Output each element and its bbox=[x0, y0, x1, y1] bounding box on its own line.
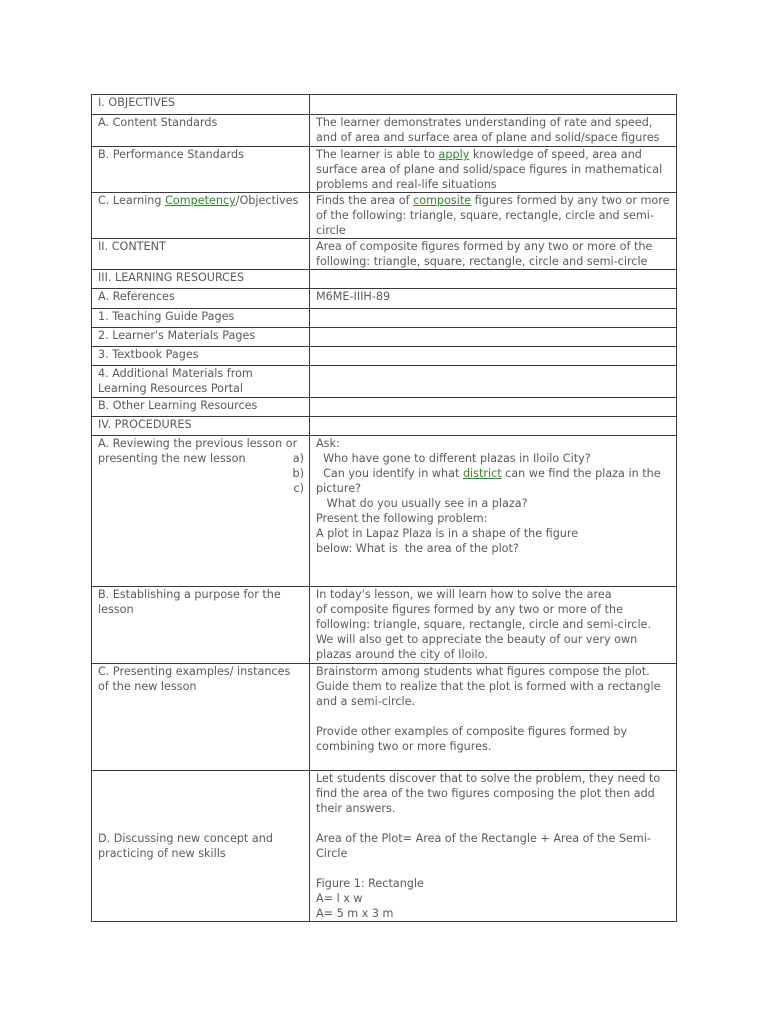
problem-line-1: A plot in Lapaz Plaza is in a shape of the figure bbox=[316, 527, 579, 540]
procedure-b-label-line-1: B. Establishing a purpose for the bbox=[98, 588, 281, 601]
learners-materials-label: 2. Learner's Materials Pages bbox=[92, 328, 310, 347]
procedure-d-line-2: find the area of the two figures composing the plot then add bbox=[316, 787, 655, 800]
teaching-guide-label: 1. Teaching Guide Pages bbox=[92, 309, 310, 328]
objectives-header-row bbox=[92, 95, 677, 115]
additional-line-1: 4. Additional Materials from bbox=[98, 367, 253, 380]
competency-row bbox=[92, 193, 677, 239]
additional-materials-row bbox=[92, 366, 677, 398]
competency-label-post: /Objectives bbox=[235, 194, 299, 207]
procedure-a-label-line-1: A. Reviewing the previous lesson or bbox=[98, 437, 298, 450]
question-2-post: can we find the plaza in the bbox=[501, 467, 661, 480]
additional-materials-blank bbox=[310, 366, 677, 398]
content-standards-line-1: The learner demonstrates understanding of rate and speed, bbox=[316, 116, 653, 129]
question-1: Who have gone to different plazas in Iloilo City? bbox=[316, 452, 591, 465]
textbook-blank bbox=[310, 347, 677, 366]
procedure-a-row bbox=[92, 436, 677, 587]
resources-header-row bbox=[92, 270, 677, 289]
procedure-b-line-5: plazas around the city of Iloilo. bbox=[316, 648, 488, 661]
references-value: M6ME-IIIH-89 bbox=[310, 289, 677, 309]
procedure-a-label bbox=[92, 436, 310, 587]
textbook-row bbox=[92, 347, 677, 366]
content-standards-label: A. Content Standards bbox=[92, 115, 310, 147]
procedure-b-label bbox=[92, 587, 310, 664]
content-row bbox=[92, 239, 677, 270]
procedure-d-row bbox=[92, 771, 677, 922]
performance-standards-label: B. Performance Standards bbox=[92, 147, 310, 193]
procedure-a-label-line-2-wrap bbox=[98, 451, 304, 466]
procedure-c-line-3: and a semi-circle. bbox=[316, 695, 416, 708]
procedure-b-label-line-2: lesson bbox=[98, 603, 134, 616]
performance-text-post: knowledge of speed, area and surface area of plane and solid/space figures in mathematical problems and real-life situations bbox=[316, 148, 663, 191]
objectives-header: I. OBJECTIVES bbox=[92, 95, 310, 115]
content-line-2: following: triangle, square, rectangle, circle and semi-circle bbox=[316, 255, 648, 268]
content-standards-row bbox=[92, 115, 677, 147]
procedure-d-value bbox=[310, 771, 677, 922]
learners-materials-blank bbox=[310, 328, 677, 347]
procedure-c-line-4: Provide other examples of composite figures formed by bbox=[316, 725, 628, 738]
procedure-d-label-line-2: practicing of new skills bbox=[98, 847, 226, 860]
procedure-a-value bbox=[310, 436, 677, 587]
present-problem: Present the following problem: bbox=[316, 512, 488, 525]
competency-value bbox=[310, 193, 677, 239]
teaching-guide-row bbox=[92, 309, 677, 328]
competency-text-post: figures formed by any two or more of the following: triangle, square, rectangle, circle and semi-circle bbox=[316, 194, 670, 237]
other-resources-blank bbox=[310, 398, 677, 417]
procedure-d-label bbox=[92, 771, 310, 922]
references-label: A. References bbox=[92, 289, 310, 309]
composite-link[interactable]: composite bbox=[413, 194, 472, 207]
procedure-c-row bbox=[92, 664, 677, 771]
procedure-c-line-5: combining two or more figures. bbox=[316, 740, 492, 753]
procedure-c-line-1: Brainstorm among students what figures compose the plot. bbox=[316, 665, 650, 678]
procedure-c-label bbox=[92, 664, 310, 771]
procedure-d-line-6: Figure 1: Rectangle bbox=[316, 877, 424, 890]
competency-link[interactable]: Competency bbox=[165, 194, 236, 207]
performance-standards-row bbox=[92, 147, 677, 193]
learners-materials-row bbox=[92, 328, 677, 347]
other-resources-label: B. Other Learning Resources bbox=[92, 398, 310, 417]
question-2-pre: Can you identify in what bbox=[316, 467, 463, 480]
district-link[interactable]: district bbox=[462, 467, 502, 480]
procedure-c-label-line-1: C. Presenting examples/ instances bbox=[98, 665, 291, 678]
question-3: What do you usually see in a plaza? bbox=[316, 497, 528, 510]
competency-label-pre: C. Learning bbox=[98, 194, 166, 207]
ask-label: Ask: bbox=[316, 437, 340, 450]
problem-line-2: below: What is the area of the plot? bbox=[316, 542, 519, 555]
procedure-b-line-4: We will also get to appreciate the beauty of our very own bbox=[316, 633, 638, 646]
marker-b: b) bbox=[292, 467, 304, 480]
procedure-d-label-line-1: D. Discussing new concept and bbox=[98, 832, 273, 845]
procedure-d-line-3: their answers. bbox=[316, 802, 396, 815]
performance-text-pre: The learner is able to bbox=[316, 148, 439, 161]
references-row bbox=[92, 289, 677, 309]
procedure-c-value bbox=[310, 664, 677, 771]
procedure-d-line-5: Circle bbox=[316, 847, 348, 860]
procedures-header-blank bbox=[310, 417, 677, 436]
additional-line-2: Learning Resources Portal bbox=[98, 382, 243, 395]
content-value bbox=[310, 239, 677, 270]
other-resources-row bbox=[92, 398, 677, 417]
performance-standards-value bbox=[310, 147, 677, 193]
competency-text-pre: Finds the area of bbox=[316, 194, 414, 207]
procedure-b-line-2: of composite figures formed by any two or more of the bbox=[316, 603, 623, 616]
procedure-a-label-line-2: presenting the new lesson bbox=[98, 452, 246, 465]
resources-header: III. LEARNING RESOURCES bbox=[92, 270, 310, 289]
textbook-label: 3. Textbook Pages bbox=[92, 347, 310, 366]
procedure-d-line-4: Area of the Plot= Area of the Rectangle + Area of the Semi- bbox=[316, 832, 651, 845]
competency-label bbox=[92, 193, 310, 239]
procedures-header: IV. PROCEDURES bbox=[92, 417, 310, 436]
lesson-plan-table bbox=[91, 94, 677, 922]
content-line-1: Area of composite figures formed by any two or more of the bbox=[316, 240, 653, 253]
procedure-d-line-8: A= 5 m x 3 m bbox=[316, 907, 394, 920]
marker-c: c) bbox=[293, 482, 304, 495]
procedure-d-line-7: A= l x w bbox=[316, 892, 363, 905]
content-label: II. CONTENT bbox=[92, 239, 310, 270]
teaching-guide-blank bbox=[310, 309, 677, 328]
content-standards-value bbox=[310, 115, 677, 147]
procedure-b-line-3: following: triangle, square, rectangle, circle and semi-circle. bbox=[316, 618, 651, 631]
question-2-cont: picture? bbox=[316, 482, 362, 495]
content-standards-line-2: and of area and surface area of plane and solid/space figures bbox=[316, 131, 660, 144]
resources-header-blank bbox=[310, 270, 677, 289]
procedure-b-value bbox=[310, 587, 677, 664]
question-2 bbox=[316, 466, 671, 481]
procedure-c-label-line-2: of the new lesson bbox=[98, 680, 197, 693]
marker-a: a) bbox=[292, 452, 304, 465]
objectives-header-blank bbox=[310, 95, 677, 115]
procedures-header-row bbox=[92, 417, 677, 436]
procedure-b-line-1: In today's lesson, we will learn how to solve the area bbox=[316, 588, 612, 601]
procedure-d-line-1: Let students discover that to solve the problem, they need to bbox=[316, 772, 661, 785]
procedure-c-line-2: Guide them to realize that the plot is formed with a rectangle bbox=[316, 680, 661, 693]
apply-link[interactable]: apply bbox=[438, 148, 470, 161]
additional-materials-label bbox=[92, 366, 310, 398]
procedure-b-row bbox=[92, 587, 677, 664]
